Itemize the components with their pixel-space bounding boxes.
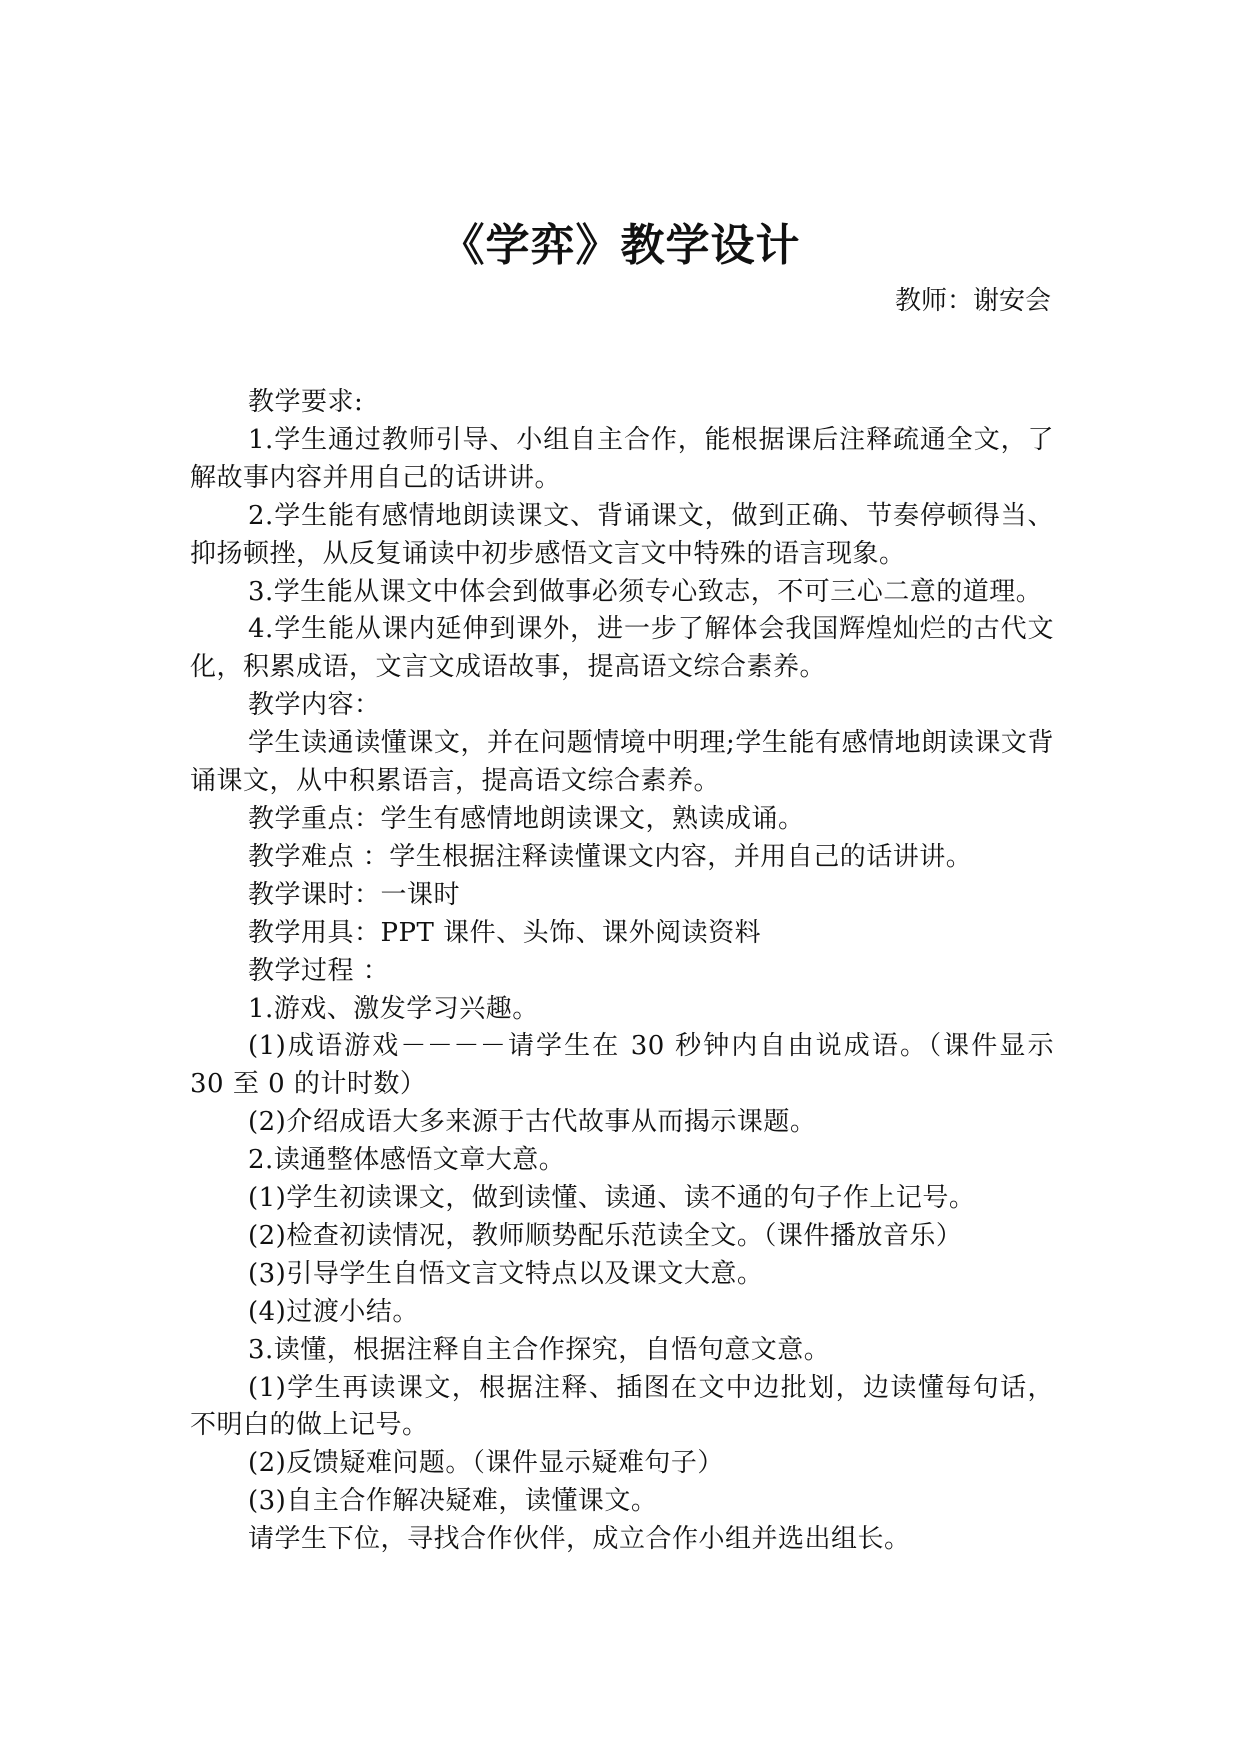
- paragraph: 2.读通整体感悟文章大意。: [248, 1145, 566, 1176]
- paragraph: (3)自主合作解决疑难，读懂课文。: [248, 1486, 658, 1517]
- paragraph: 3.读懂，根据注释自主合作探究，自悟句意文意。: [248, 1334, 831, 1365]
- paragraph: (1)学生再读课文，根据注释、插图在文中边批划，边读懂每句话，不明白的做上记号。: [190, 1372, 1054, 1441]
- paragraph: (2)检查初读情况，教师顺势配乐范读全文。（课件播放音乐）: [248, 1220, 963, 1251]
- paragraph: 3.学生能从课文中体会到做事必须专心致志，不可三心二意的道理。: [248, 576, 1043, 607]
- paragraph: 2.学生能有感情地朗读课文、背诵课文，做到正确、节奏停顿得当、抑扬顿挫，从反复诵读中初步感悟文言文中特殊的语言现象。: [190, 500, 1054, 569]
- paragraph: (1)成语游戏－－－－请学生在 30 秒钟内自由说成语。（课件显示 30 至 0 的计时数）: [190, 1031, 1054, 1100]
- paragraph: 1.游戏、激发学习兴趣。: [248, 993, 539, 1024]
- paragraph-class-hours: 教学课时：一课时: [248, 879, 461, 910]
- paragraph: (2)介绍成语大多来源于古代故事从而揭示课题。: [248, 1107, 817, 1138]
- paragraph: (1)学生初读课文，做到读懂、读通、读不通的句子作上记号。: [248, 1183, 976, 1214]
- paragraph: 学生读通读懂课文，并在问题情境中明理;学生能有感情地朗读课文背诵课文，从中积累语言，提高语文综合素养。: [190, 728, 1054, 797]
- paragraph: 4.学生能从课内延伸到课外，进一步了解体会我国辉煌灿烂的古代文化，积累成语，文言文成语故事，提高语文综合素养。: [190, 614, 1054, 683]
- document-title: 《学弈》教学设计: [440, 220, 801, 271]
- paragraph-teaching-tools: 教学用具：PPT 课件、头饰、课外阅读资料: [248, 917, 762, 948]
- paragraph-difficulty: 教学难点 ：学生根据注释读懂课文内容，并用自己的话讲讲。: [248, 841, 973, 872]
- paragraph-heading-process: 教学过程 ：: [248, 955, 390, 986]
- author-line: 教师：谢安会: [894, 286, 1051, 316]
- paragraph-key-point: 教学重点：学生有感情地朗读课文，熟读成诵。: [248, 803, 805, 834]
- paragraph: 请学生下位，寻找合作伙伴，成立合作小组并选出组长。: [248, 1524, 911, 1555]
- paragraph: 1.学生通过教师引导、小组自主合作，能根据课后注释疏通全文，了解故事内容并用自己的话讲讲。: [190, 424, 1054, 493]
- paragraph-heading-content: 教学内容：: [248, 690, 381, 721]
- paragraph-heading-requirements: 教学要求:: [248, 387, 364, 417]
- document-body: [190, 384, 1054, 1559]
- paragraph: (2)反馈疑难问题。（课件显示疑难句子）: [248, 1448, 724, 1479]
- paragraph: (3)引导学生自悟文言文特点以及课文大意。: [248, 1258, 764, 1289]
- paragraph: (4)过渡小结。: [248, 1296, 419, 1327]
